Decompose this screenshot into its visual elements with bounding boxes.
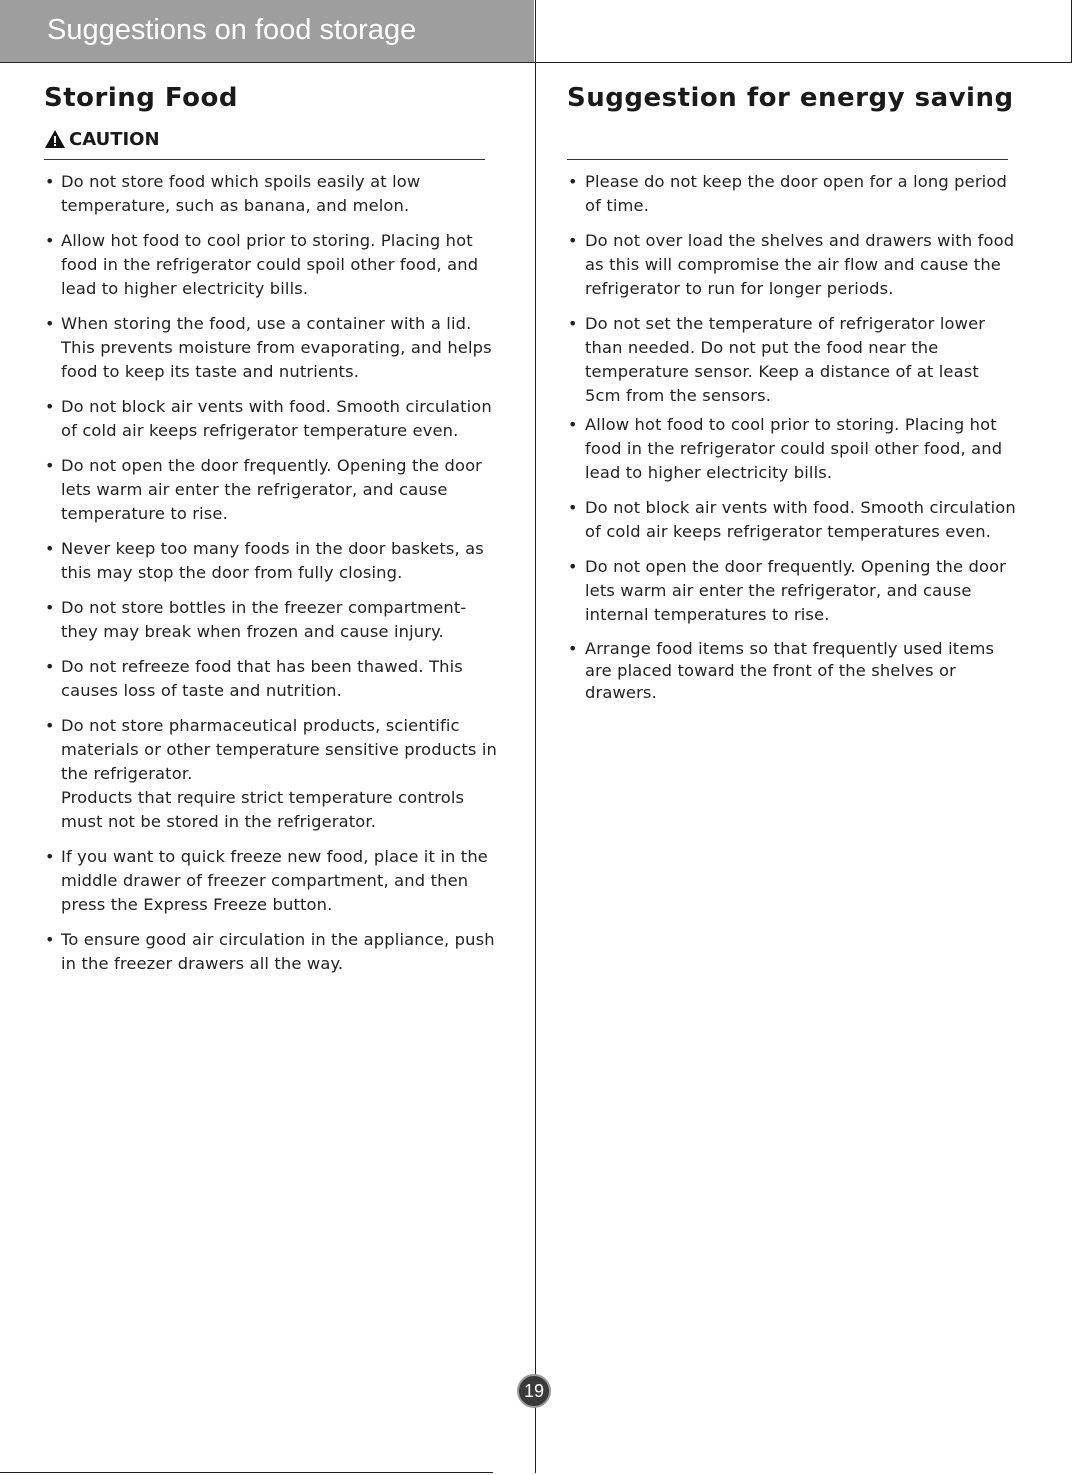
bullet-icon: • bbox=[568, 314, 578, 333]
bullet-icon: • bbox=[45, 539, 55, 558]
caution-text: CAUTION bbox=[69, 128, 160, 150]
bullet-icon: • bbox=[568, 415, 578, 434]
header-edge-mark bbox=[1071, 0, 1072, 62]
bullet-icon: • bbox=[45, 598, 55, 617]
list-item: • Allow hot food to cool prior to storing. Placing hot food in the refrigerator could spoil other food, and lead to higher electricity bills. bbox=[568, 415, 1003, 482]
bullet-icon: • bbox=[45, 716, 55, 735]
list-item: • Do not set the temperature of refrigerator lower than needed. Do not put the food near the temperature sensor. Keep a distance of at least 5cm from the sensors. bbox=[568, 314, 986, 405]
page-number: 19 bbox=[523, 1380, 545, 1401]
section-title: Storing Food bbox=[44, 83, 238, 113]
list-item: • Never keep too many foods in the door baskets, as this may stop the door from fully closing. bbox=[45, 539, 484, 582]
bullet-icon: • bbox=[45, 172, 55, 191]
energy-saving-section bbox=[567, 80, 1019, 715]
list-item: • When storing the food, use a container with a lid. This prevents moisture from evaporating, and helps food to keep its taste and nutrients. bbox=[45, 314, 492, 381]
section-rule bbox=[44, 159, 485, 160]
bullet-icon: • bbox=[568, 231, 578, 250]
list-item: • Please do not keep the door open for a long period of time. bbox=[568, 172, 1007, 215]
energy-saving-list bbox=[567, 170, 1019, 704]
list-item: • Do not over load the shelves and drawers with food as this will compromise the air flow and cause the refrigerator to run for longer periods. bbox=[568, 231, 1015, 298]
list-item: • Do not block air vents with food. Smooth circulation of cold air keeps refrigerator temperatures even. bbox=[568, 498, 1016, 541]
list-item: • Do not block air vents with food. Smooth circulation of cold air keeps refrigerator temperature even. bbox=[45, 397, 492, 440]
bullet-icon: • bbox=[568, 557, 578, 576]
caution-label bbox=[44, 128, 502, 150]
bullet-icon: • bbox=[45, 456, 55, 475]
list-item: • Do not open the door frequently. Opening the door lets warm air enter the refrigerator, and cause internal temperatures to rise. bbox=[568, 557, 1007, 624]
list-item: • Do not store pharmaceutical products, scientific materials or other temperature sensitive products in the refrigerator. bbox=[45, 716, 497, 783]
bullet-icon: • bbox=[568, 172, 578, 191]
bullet-icon: • bbox=[45, 657, 55, 676]
bullet-icon: • bbox=[45, 231, 55, 250]
header-divider bbox=[0, 62, 1072, 63]
list-item: • Do not store food which spoils easily at low temperature, such as banana, and melon. bbox=[45, 172, 421, 215]
list-item-continuation: Products that require strict temperature controls must not be stored in the refrigerator. bbox=[61, 788, 465, 831]
bullet-icon: • bbox=[568, 498, 578, 517]
section-title: Suggestion for energy saving bbox=[567, 83, 1014, 113]
list-item: • Do not store bottles in the freezer compartment- they may break when frozen and cause injury. bbox=[45, 598, 467, 641]
footer-divider bbox=[0, 1472, 493, 1473]
header-banner bbox=[0, 0, 534, 62]
bullet-icon: • bbox=[568, 639, 578, 658]
list-item: • Arrange food items so that frequently used items are placed toward the front of the shelves or drawers. bbox=[568, 639, 995, 702]
list-item: • To ensure good air circulation in the appliance, push in the freezer drawers all the way. bbox=[45, 930, 495, 973]
list-item: • Do not open the door frequently. Opening the door lets warm air enter the refrigerator, and cause temperature to rise. bbox=[45, 456, 483, 523]
storing-food-section bbox=[44, 80, 502, 987]
page-number-badge bbox=[517, 1374, 551, 1408]
bullet-icon: • bbox=[45, 847, 55, 866]
storing-food-list bbox=[44, 170, 502, 976]
bullet-icon: • bbox=[45, 314, 55, 333]
list-item: • Allow hot food to cool prior to storing. Placing hot food in the refrigerator could spoil other food, and lead to higher electricity bills. bbox=[45, 231, 479, 298]
bullet-icon: • bbox=[45, 397, 55, 416]
header-title: Suggestions on food storage bbox=[47, 14, 417, 46]
warning-triangle-icon bbox=[44, 129, 66, 149]
section-rule bbox=[567, 159, 1008, 160]
column-divider bbox=[535, 0, 536, 1473]
list-item: • Do not refreeze food that has been thawed. This causes loss of taste and nutrition. bbox=[45, 657, 463, 700]
bullet-icon: • bbox=[45, 930, 55, 949]
list-item: • If you want to quick freeze new food, place it in the middle drawer of freezer compartment, and then press the Express Freeze button. bbox=[45, 847, 488, 914]
